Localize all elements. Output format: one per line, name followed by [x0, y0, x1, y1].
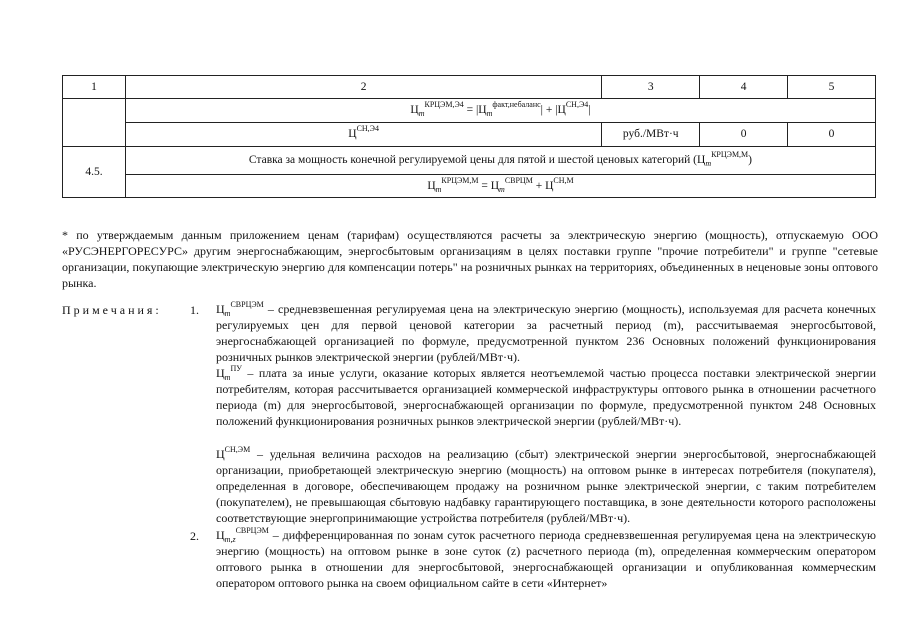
symbol-svrcem-z: $Ц_{m,z}^{СВРЦЭМ}$ — [216, 526, 269, 544]
note-item-sn-em — [216, 446, 876, 526]
note-number-2: 2. — [190, 529, 199, 543]
table-row — [63, 147, 876, 175]
formula-csn-e4: $Ц^{СН,Э4}$ — [125, 123, 601, 147]
row-number-cell-empty — [63, 99, 126, 147]
header-cell-3: 3 — [602, 76, 700, 99]
note-item-svrcem-z — [216, 527, 876, 591]
header-cell-4: 4 — [700, 76, 788, 99]
value-cell-col4: 0 — [700, 123, 788, 147]
symbol-pu: $Ц_m^{ПУ}$ — [216, 364, 242, 382]
header-cell-1: 1 — [63, 76, 126, 99]
row-number-4-5: 4.5. — [63, 147, 126, 198]
table-row — [63, 99, 876, 123]
note-text-1: – средневзвешенная регулируемая цена на электрическую энергию (мощность), используемая для расчета конечных регулируемых цен для первой ценовой категории за расчетный период (m), рассчитываемая энергосбытовой, энергоснабжающей организацией по формуле, предусмотренной пунктом 236 Основных положений функционирования розничных рынков электрической энергии (рублей/МВт·ч). — [216, 302, 877, 364]
table-row — [63, 175, 876, 198]
footnote-text: * по утверждаемым данным приложением ценам (тарифам) осуществляются расчеты за электрическую энергию (мощность), отпускаемую ООО «РУСЭНЕРГОРЕСУРС» другим энергоснабжающим, энергосбытовым организациям в целях поставки группе "прочие потребители" и группе "сетевые организации, покупающие электрическую энергию для компенсации потерь" на розничных рынках на территориях, объединенных в неценовые зоны оптового рынка. — [62, 228, 878, 290]
header-cell-5: 5 — [788, 76, 876, 99]
notes-label: Примечания: — [62, 303, 162, 317]
formula-krcem-e4: $Ц_m^{КРЦЭМ,Э4} = |Ц_m^{факт,небаланс}| + |Ц^{СН,Э4}|$ — [125, 99, 875, 123]
note-text-3: – удельная величина расходов на реализацию (сбыт) электрической энергии энергосбытовой, энергоснабжающей организации, приобретающей электрическую энергию (мощность) на оптовом рынке в интересах потребителя (покупателя), определенная в договоре, обеспечивающем продажу на розничном рынке электрической энергии, с таким потребителем (покупателем), не превышающая сбытовую надбавку гарантирующего поставщика, в зоне деятельности которого расположены соответствующие энергопринимающие устройства потребителя (рублей/МВт·ч). — [216, 447, 876, 525]
table-row — [63, 123, 876, 147]
unit-cell: руб./МВт·ч — [602, 123, 700, 147]
note-item-pu — [216, 365, 876, 429]
symbol-svrcem: $Ц_m^{СВРЦЭМ}$ — [216, 300, 264, 318]
capacity-rate-description: Ставка за мощность конечной регулируемой цены для пятой и шестой ценовых категорий $(Ц_m^{КРЦЭМ,М})$ — [125, 147, 875, 175]
note-text-2: – плата за иные услуги, оказание которых является неотъемлемой частью процесса поставки электрической энергии потребителям, которая рассчитывается организацией коммерческой инфраструктуры оптового рынка в отношении расчетного периода (m) для энергосбытовой, энергоснабжающей организации по формуле, предусмотренной пунктом 248 Основных положений функционирования розничных рынков электрической энергии (рублей/МВт·ч). — [216, 366, 877, 428]
note-item-svrcem — [216, 301, 876, 365]
note-text-4: – дифференцированная по зонам суток расчетного периода средневзвешенная регулируемая цена на электрическую энергию (мощность) на оптовом рынке в зоне суток (z) расчетного периода (m), определенная коммерческим оператором оптового рынка в отношении для энергосбытовой, энергоснабжающей организации и опубликованная коммерческим оператором оптового рынка на своем официальном сайте в сети «Интернет» — [216, 528, 876, 590]
formula-krcem-m: $Ц_m^{КРЦЭМ,М} = Ц_m^{СВРЦМ} + Ц^{СН,М}$ — [125, 175, 875, 198]
table-header-row — [63, 76, 876, 99]
header-cell-2: 2 — [125, 76, 601, 99]
note-number-1: 1. — [190, 303, 199, 317]
tariff-table — [62, 75, 876, 198]
symbol-sn-em: $Ц^{СН,ЭМ}$ — [216, 445, 251, 461]
value-cell-col5: 0 — [788, 123, 876, 147]
